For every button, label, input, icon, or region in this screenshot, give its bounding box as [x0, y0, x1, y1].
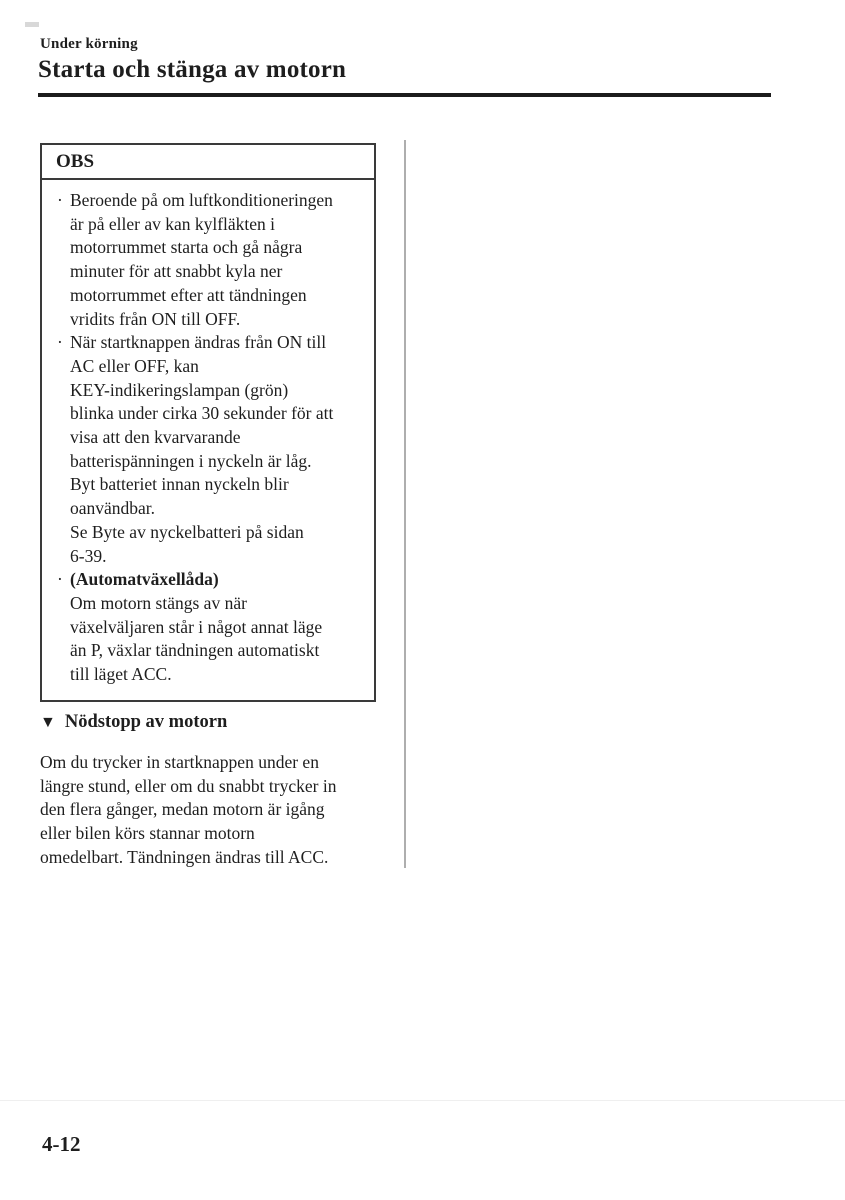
text-line: Beroende på om luftkonditioneringen [70, 190, 333, 210]
obs-bullet-3 [57, 568, 368, 687]
obs-note-box [40, 143, 376, 702]
text-line: är på eller av kan kylfläkten i [70, 213, 276, 234]
page-title: Starta och stänga av motorn [38, 56, 347, 83]
text-line: Se Byte av nyckelbatteri på sidan [70, 521, 304, 542]
text-line: AC eller OFF, kan [70, 355, 199, 376]
chapter-label: Under körning [40, 36, 138, 52]
text-line: visa att den kvarvarande [70, 427, 241, 448]
title-rule [38, 93, 771, 97]
obs-bullet-3-text [70, 568, 322, 687]
section-heading [40, 712, 227, 733]
obs-box-body [42, 180, 374, 700]
section-heading-label: Nödstopp av motorn [64, 712, 228, 732]
text-line: batterispänningen i nyckeln är låg. [70, 450, 312, 471]
scan-artifact [25, 22, 39, 27]
obs-bullet-1 [57, 189, 368, 331]
text-line: längre stund, eller om du snabbt trycker in [40, 775, 337, 796]
text-line: Om du trycker in startknappen under en [40, 752, 319, 772]
text-line: eller bilen körs stannar motorn [40, 823, 255, 844]
obs-box-title: OBS [42, 145, 374, 180]
text-line: omedelbart. Tändningen ändras till ACC. [40, 846, 329, 867]
triangle-down-icon: ▼ [40, 713, 56, 731]
obs-bullet-2-text [70, 331, 333, 568]
text-line: När startknappen ändras från ON till [70, 332, 327, 353]
bullet-dot-icon: · [57, 569, 63, 590]
text-line: till läget ACC. [70, 664, 172, 685]
text-line: Byt batteriet innan nyckeln blir [70, 474, 289, 495]
obs-bullet-2 [57, 331, 368, 568]
text-line: 6-39. [70, 545, 107, 566]
bullet-dot-icon: · [57, 190, 63, 210]
text-line: den flera gånger, medan motorn är igång [40, 799, 325, 820]
bullet-dot-icon: · [57, 332, 63, 353]
text-line: KEY-indikeringslampan (grön) [70, 379, 289, 400]
text-line: oanvändbar. [70, 498, 156, 519]
page-number: 4-12 [42, 1132, 81, 1156]
obs-bullet-1-text [70, 189, 333, 331]
text-line: Om motorn stängs av när [70, 592, 247, 613]
column-divider [404, 140, 406, 868]
text-line: än P, växlar tändningen automatiskt [70, 640, 320, 661]
text-line-bold: (Automatväxellåda) [70, 569, 219, 590]
text-line: motorrummet efter att tändningen [70, 284, 307, 305]
text-line: blinka under cirka 30 sekunder för att [70, 403, 334, 424]
footer-rule [0, 1100, 845, 1101]
text-line: växelväljaren står i något annat läge [70, 616, 323, 637]
body-paragraph [40, 751, 336, 870]
text-line: minuter för att snabbt kyla ner [70, 261, 283, 282]
text-line: motorrummet starta och gå några [70, 237, 303, 258]
text-line: vridits från ON till OFF. [70, 308, 241, 329]
